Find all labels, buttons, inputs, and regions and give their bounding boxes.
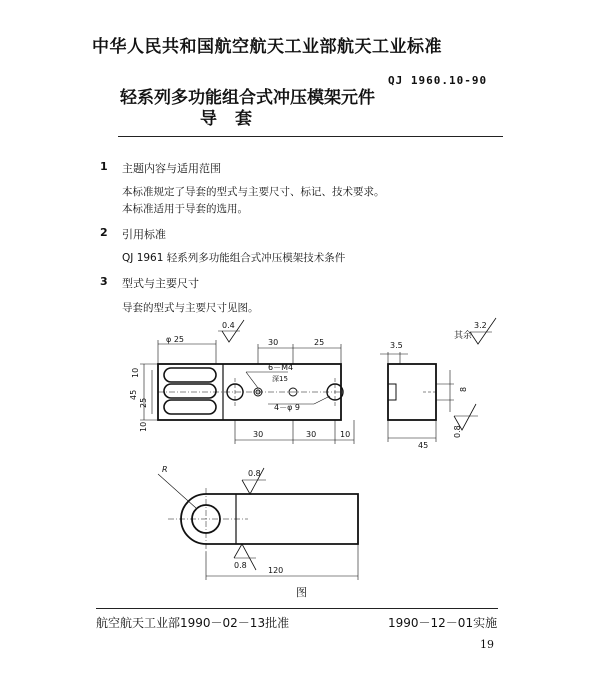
dim-30-bottom-1: 30 [253, 430, 264, 439]
section-1-number: 1 [100, 160, 108, 173]
holes-6-m4: 6－M4 [268, 363, 294, 372]
section-3-heading: 型式与主要尺寸 [122, 277, 199, 290]
dim-3-5: 3.5 [390, 341, 403, 350]
dim-45-side: 45 [418, 441, 429, 450]
section-2-heading: 引用标准 [122, 228, 166, 241]
document-subtitle: 导套 [200, 109, 270, 129]
dim-10-left: 10 [131, 367, 140, 378]
radius-label: R [162, 465, 168, 474]
rough-0-8-bottom: 0.8 [234, 561, 247, 570]
top-view-body [181, 494, 358, 544]
dim-30-top: 30 [268, 338, 279, 347]
dim-10-bottom: 10 [340, 430, 351, 439]
section-1-line-2: 本标准适用于导套的选用。 [122, 203, 248, 215]
figure-caption: 图 [296, 586, 307, 599]
dim-dia25: φ 25 [166, 335, 184, 344]
section-3-number: 3 [100, 275, 108, 288]
dim-25-top: 25 [314, 338, 325, 347]
approval-date: 航空航天工业部1990－02－13批准 [96, 616, 290, 630]
effective-date: 1990－12－01实施 [388, 616, 498, 630]
dim-25-left: 25 [139, 397, 148, 408]
section-1-heading: 主题内容与适用范围 [122, 162, 221, 175]
document-title: 轻系列多功能组合式冲压模架元件 [120, 88, 375, 108]
dim-120: 120 [268, 566, 284, 575]
standard-number: QJ 1960.10-90 [388, 74, 488, 87]
tol-0-4: 0.4 [222, 321, 235, 330]
dim-45-left: 45 [129, 389, 138, 400]
depth-15: 深15 [272, 375, 288, 383]
standard-organization: 中华人民共和国航空航天工业部航天工业标准 [92, 37, 442, 57]
page-number: 19 [480, 638, 494, 651]
section-1-line-1: 本标准规定了导套的型式与主要尺寸、标记、技术要求。 [122, 186, 385, 198]
dim-10-lower: 10 [139, 421, 148, 432]
dim-30-bottom-2: 30 [306, 430, 317, 439]
rough-0-8-top: 0.8 [248, 469, 261, 478]
dim-8: 8 [459, 386, 468, 392]
guide-sleeve-drawing [118, 308, 508, 584]
footer-rule [96, 608, 498, 609]
holes-4-d9: 4－φ 9 [274, 403, 300, 412]
section-2-line-1: QJ 1961 轻系列多功能组合式冲压模架技术条件 [122, 252, 346, 264]
slot-group [164, 368, 216, 414]
section-2-number: 2 [100, 226, 108, 239]
rest-label: 其余 [454, 331, 473, 341]
rough-0-8-side: 0.8 [453, 425, 462, 438]
rough-3-2: 3.2 [474, 321, 487, 330]
section-3-line-1: 导套的型式与主要尺寸见图。 [122, 302, 259, 314]
header-rule [118, 136, 503, 137]
